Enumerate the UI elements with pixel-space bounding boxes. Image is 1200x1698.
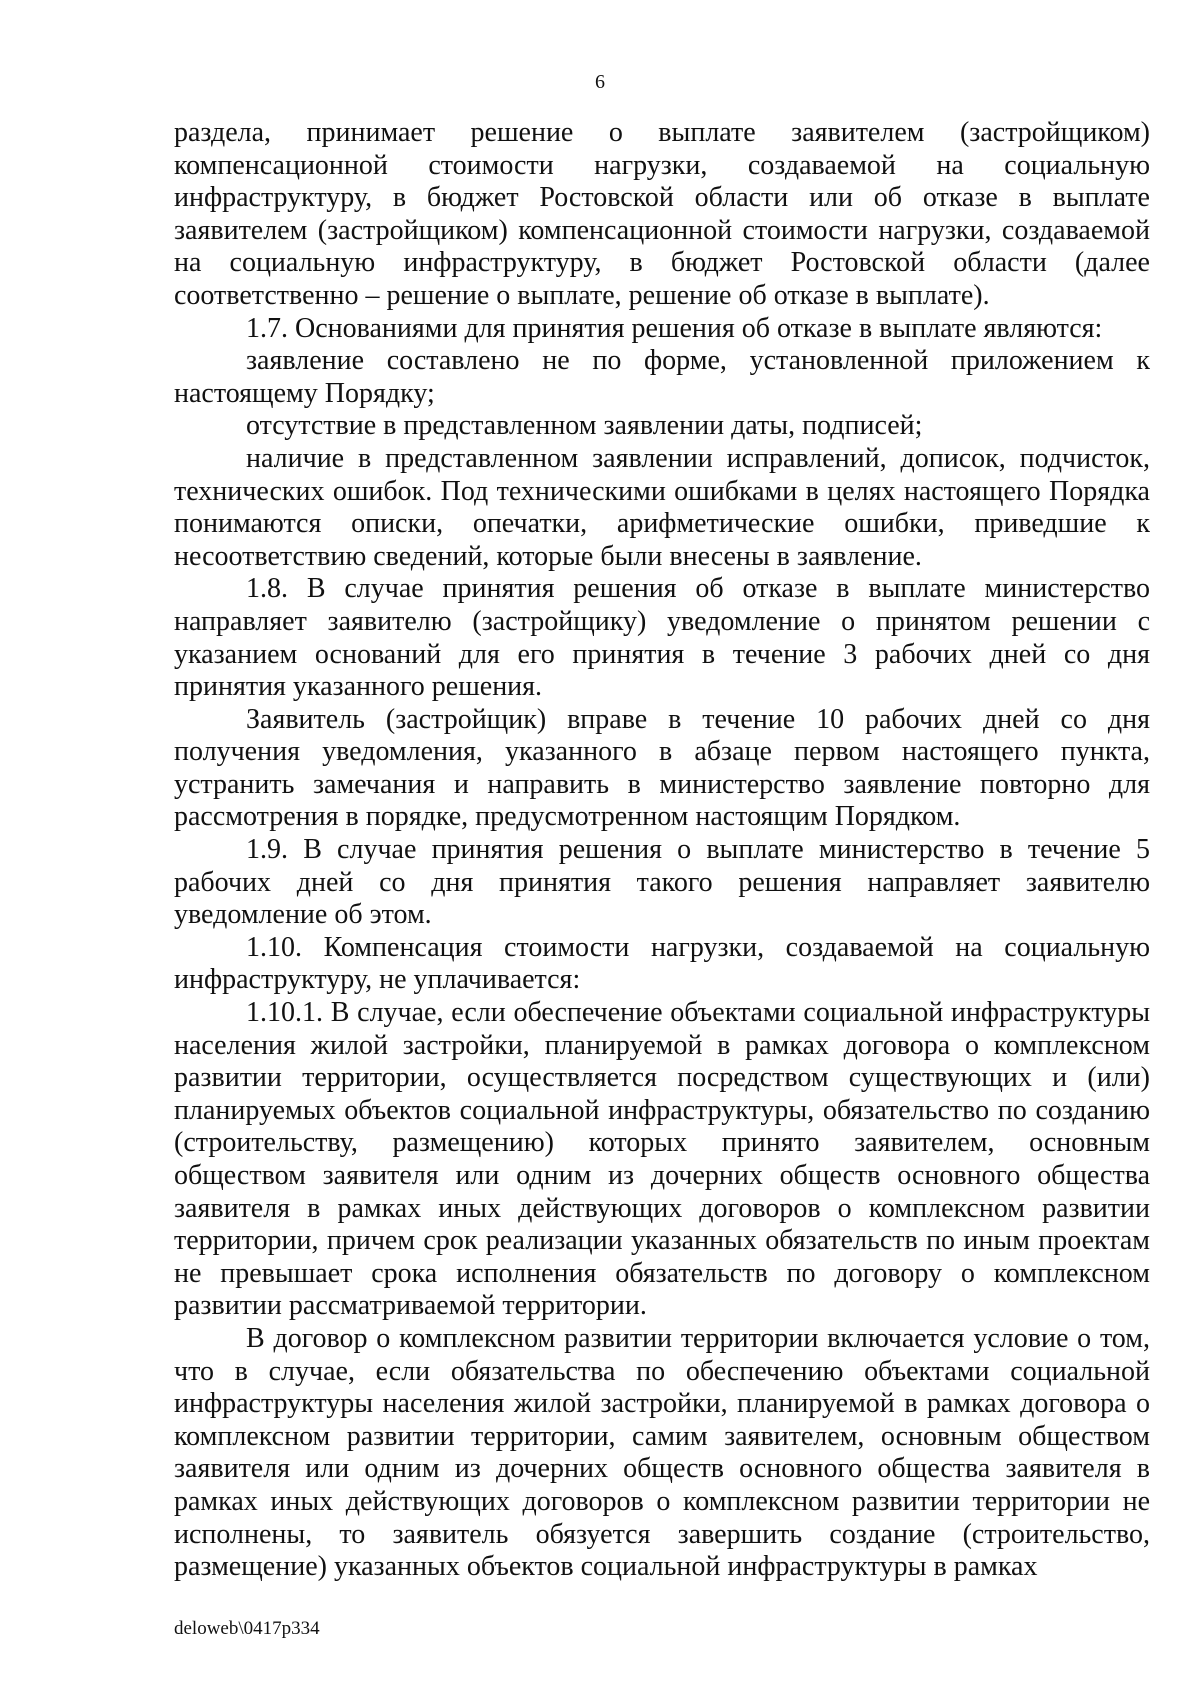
- paragraph: 1.10. Компенсация стоимости нагрузки, создаваемой на социальную инфраструктуру, не уплачивается:: [174, 931, 1150, 996]
- paragraph: 1.9. В случае принятия решения о выплате министерство в течение 5 рабочих дней со дня принятия такого решения направляет заявителю уведомление об этом.: [174, 834, 1150, 931]
- paragraph: В договор о комплексном развитии территории включается условие о том, что в случае, если обязательства по обеспечению объектами социальной инфраструктуры населения жилой застройки, планируемой в рамках договора о комплексном развитии территории, самим заявителем, основным обществом заявителя или одним из дочерних обществ основного общества заявителя в рамках иных действующих договоров о комплексном развитии территории не исполнены, то заявитель обязуется завершить создание (строительство, размещение) указанных объектов социальной инфраструктуры в рамках: [174, 1322, 1150, 1583]
- document-footer: deloweb\0417р334: [174, 1618, 320, 1639]
- paragraph: 1.8. В случае принятия решения об отказе в выплате министерство направляет заявителю (застройщику) уведомление о принятом решении с указанием оснований для его принятия в течение 3 рабочих дней со дня принятия указанного решения.: [174, 573, 1150, 703]
- paragraph: 1.10.1. В случае, если обеспечение объектами социальной инфраструктуры населения жилой застройки, планируемой в рамках договора о комплексном развитии территории, осуществляется посредством существующих и (или) планируемых объектов социальной инфраструктуры, обязательство по созданию (строительству, размещению) которых принято заявителем, основным обществом заявителя или одним из дочерних обществ основного общества заявителя в рамках иных действующих договоров о комплексном развитии территории, причем срок реализации указанных обязательств по иным проектам не превышает срока исполнения обязательств по договору о комплексном развитии рассматриваемой территории.: [174, 997, 1150, 1322]
- paragraph: Заявитель (застройщик) вправе в течение 10 рабочих дней со дня получения уведомления, указанного в абзаце первом настоящего пункта, устранить замечания и направить в министерство заявление повторно для рассмотрения в порядке, предусмотренном настоящим Порядком.: [174, 703, 1150, 833]
- paragraph: отсутствие в представленном заявлении даты, подписей;: [246, 410, 923, 442]
- paragraph: заявление составлено не по форме, установленной приложением к настоящему Порядку;: [174, 345, 1150, 409]
- paragraph: наличие в представленном заявлении исправлений, дописок, подчисток, технических ошибок. Под техническими ошибками в целях настоящего Порядка понимаются описки, опечатки, арифметические ошибки, приведшие к несоответствию сведений, которые были внесены в заявление.: [174, 442, 1150, 572]
- page-number: 6: [595, 71, 605, 93]
- paragraph: раздела, принимает решение о выплате заявителем (застройщиком) компенсационной стоимости нагрузки, создаваемой на социальную инфраструктуру, в бюджет Ростовской области или об отказе в выплате заявителем (застройщиком) компенсационной стоимости нагрузки, создаваемой на социальную инфраструктуру, в бюджет Ростовской области (далее соответственно – решение о выплате, решение об отказе в выплате).: [174, 117, 1150, 311]
- paragraph: 1.7. Основаниями для принятия решения об отказе в выплате являются:: [246, 312, 1103, 344]
- document-body: [174, 117, 1150, 1584]
